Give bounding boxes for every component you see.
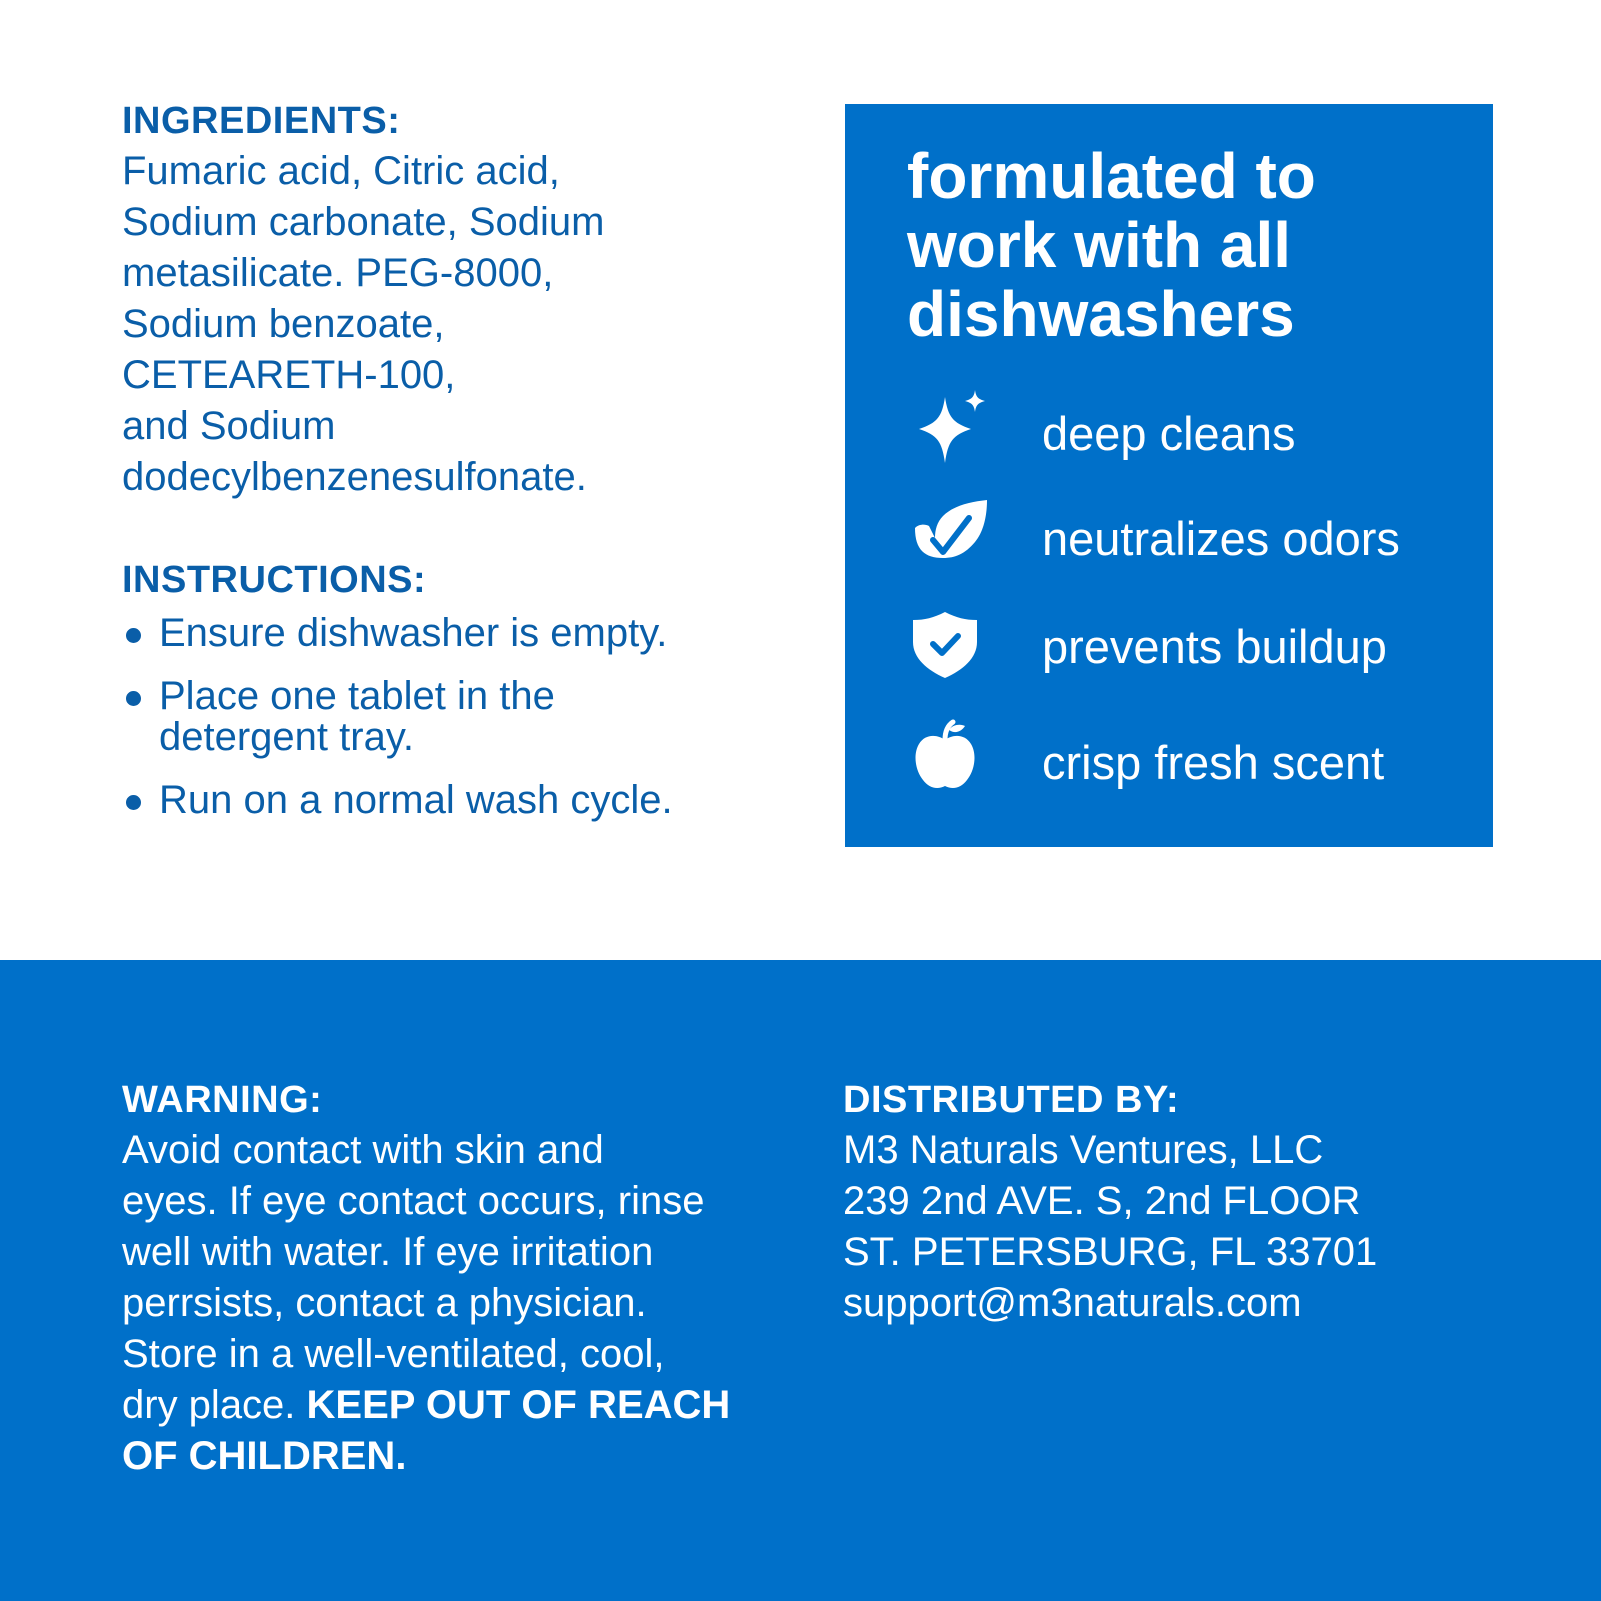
ingredients-line: Sodium carbonate, Sodium (122, 200, 605, 244)
feature-title-line: dishwashers (907, 278, 1295, 350)
bullet-icon (126, 691, 141, 706)
instruction-text: Place one tablet in the (159, 674, 555, 718)
feature-prevents-buildup (907, 600, 1467, 690)
sparkle-icon (907, 387, 997, 477)
distributor-heading: DISTRIBUTED BY: (843, 1079, 1180, 1121)
feature-title-line: work with all (907, 209, 1292, 281)
ingredients-line: metasilicate. PEG-8000, (122, 251, 554, 295)
warning-text: dry place. (122, 1383, 307, 1427)
ingredients-section (122, 96, 762, 503)
feature-label: deep cleans (1042, 407, 1296, 460)
distributor-email: support@m3naturals.com (843, 1281, 1302, 1325)
instruction-item (122, 676, 762, 758)
ingredients-line: Fumaric acid, Citric acid, (122, 149, 560, 193)
feature-label: crisp fresh scent (1042, 736, 1385, 789)
warning-line: Avoid contact with skin and (122, 1128, 604, 1172)
distributor-city: ST. PETERSBURG, FL 33701 (843, 1230, 1378, 1274)
apple-icon (907, 716, 997, 806)
ingredients-line: CETEARETH-100, (122, 353, 456, 397)
warning-line (122, 1380, 762, 1431)
distributor-company: M3 Naturals Ventures, LLC (843, 1128, 1324, 1172)
instruction-item (122, 780, 762, 821)
instructions-list (122, 613, 762, 821)
instruction-text: Run on a normal wash cycle. (159, 778, 673, 822)
bottom-panel (0, 960, 1601, 1601)
bullet-icon (126, 628, 141, 643)
warning-line: Store in a well-ventilated, cool, (122, 1332, 665, 1376)
distributor-section (843, 1075, 1483, 1329)
feature-title-line: formulated to (907, 140, 1316, 212)
warning-heading: WARNING: (122, 1079, 323, 1121)
feature-title (907, 142, 1467, 349)
bullet-icon (126, 795, 141, 810)
feature-crisp-fresh-scent (907, 716, 1467, 806)
warning-line: perrsists, contact a physician. (122, 1281, 647, 1325)
warning-emphasis: OF CHILDREN. (122, 1434, 407, 1478)
ingredients-heading: INGREDIENTS: (122, 100, 401, 142)
feature-label: neutralizes odors (1042, 512, 1400, 565)
leaf-check-icon (907, 492, 997, 582)
shield-check-icon (907, 600, 997, 690)
distributor-address: 239 2nd AVE. S, 2nd FLOOR (843, 1179, 1361, 1223)
instructions-section (122, 555, 762, 843)
instruction-item (122, 613, 762, 654)
instruction-text-continued: detergent tray. (159, 715, 414, 759)
feature-label: prevents buildup (1042, 620, 1387, 673)
warning-emphasis: KEEP OUT OF REACH (306, 1383, 731, 1427)
feature-deep-cleans (907, 387, 1467, 477)
warning-line: eyes. If eye contact occurs, rinse (122, 1179, 705, 1223)
feature-panel (845, 104, 1493, 847)
warning-line: well with water. If eye irritation (122, 1230, 654, 1274)
ingredients-line: and Sodium (122, 404, 336, 448)
feature-neutralizes-odors (907, 492, 1467, 582)
instruction-text: Ensure dishwasher is empty. (159, 611, 668, 655)
instructions-heading: INSTRUCTIONS: (122, 559, 427, 601)
warning-section (122, 1075, 762, 1482)
ingredients-line: dodecylbenzenesulfonate. (122, 455, 587, 499)
ingredients-line: Sodium benzoate, (122, 302, 445, 346)
